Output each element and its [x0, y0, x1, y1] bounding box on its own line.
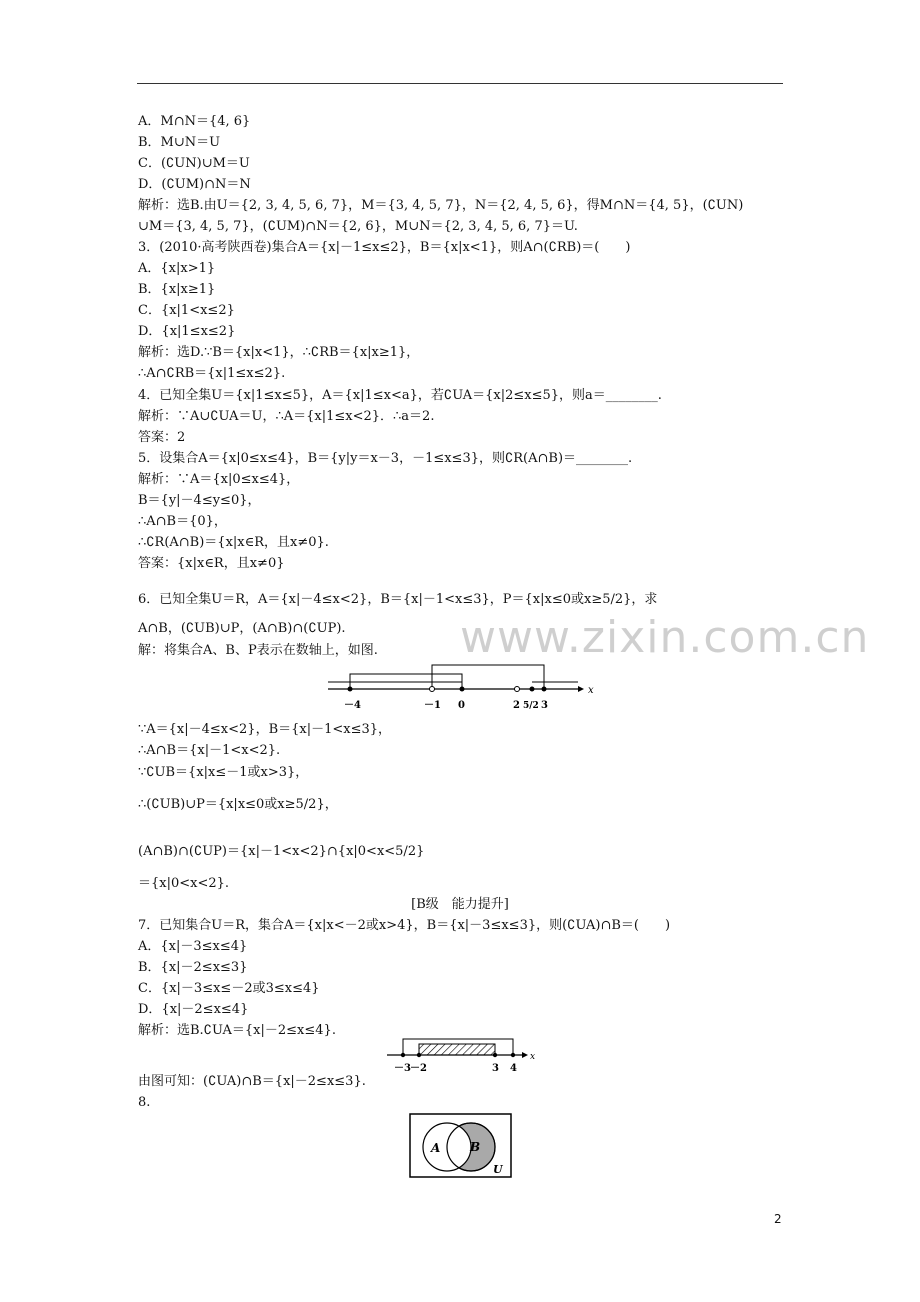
text-line: 解析：选B.∁UA＝{x|－2≤x≤4}.: [138, 1023, 336, 1038]
tick-label: －4: [344, 700, 361, 711]
venn-label: U: [493, 1163, 503, 1176]
section-header: [B级 能力提升]: [411, 897, 509, 912]
tick-label: 2: [513, 700, 520, 711]
text-line: ∴A∩B＝{x|－1<x<2}.: [138, 743, 281, 758]
text-line: ∪M＝{3, 4, 5, 7}，(∁UM)∩N＝{2, 6}，M∪N＝{2, 3, 4, 5, 6, 7}＝U.: [138, 219, 578, 234]
text-line: C．{x|1<x≤2}: [138, 303, 235, 318]
text-line: B．M∪N＝U: [138, 135, 221, 150]
hatched-interval: [419, 1044, 495, 1055]
endpoint-dot: [348, 687, 353, 692]
text-line: B＝{y|－4≤y≤0}，: [138, 493, 261, 508]
text-line: A．M∩N＝{4, 6}: [138, 114, 251, 129]
axis-label-x: x: [588, 685, 594, 696]
text-line: 解：将集合A、B、P表示在数轴上，如图.: [138, 643, 378, 658]
text-line: 由图可知：(∁UA)∩B＝{x|－2≤x≤3}.: [138, 1074, 366, 1089]
tick-label: －1: [424, 700, 441, 711]
text-line: ∵∁UB＝{x|x≤－1或x>3}，: [138, 765, 309, 780]
text-line: C．{x|－3≤x≤－2或3≤x≤4}: [138, 981, 320, 996]
axis-label-x: x: [530, 1052, 536, 1062]
text-line: ∴(∁UB)∪P＝{x|x≤0或x≥5/2}，: [138, 797, 338, 812]
venn-diagram: [409, 1113, 513, 1179]
endpoint-dot: [493, 1053, 497, 1057]
tick-label: 4: [510, 1063, 517, 1074]
text-line: ∵A＝{x|－4≤x<2}，B＝{x|－1<x≤3}，: [138, 722, 392, 737]
endpoint-dot: [515, 687, 520, 692]
text-line: ∴∁R(A∩B)＝{x|x∈R，且x≠0}.: [138, 535, 329, 550]
text-line: A∩B，(∁UB)∪P，(A∩B)∩(∁UP).: [138, 621, 346, 636]
tick-label: －3: [394, 1063, 411, 1074]
text-line: 解析：选B.由U＝{2, 3, 4, 5, 6, 7}，M＝{3, 4, 5, 7}，N＝{2, 4, 5, 6}，得M∩N＝{4, 5}，(∁UN): [138, 198, 744, 213]
number-line-figure-2: [382, 1036, 542, 1076]
page-number: 2: [774, 1212, 782, 1226]
text-line: ＝{x|0<x<2}.: [138, 876, 230, 891]
text-line: 解析：选D.∵B＝{x|x<1}，∴∁RB＝{x|x≥1}，: [138, 345, 420, 360]
endpoint-dot: [542, 687, 547, 692]
tick-label: 3: [541, 700, 548, 711]
endpoint-dot: [530, 687, 535, 692]
text-line: ∴A∩∁RB＝{x|1≤x≤2}.: [138, 366, 286, 381]
endpoint-dot: [460, 687, 465, 692]
tick-label: －2: [410, 1063, 427, 1074]
tick-label: 3: [492, 1063, 499, 1074]
venn-label: B: [470, 1140, 481, 1154]
text-line: (A∩B)∩(∁UP)＝{x|－1<x<2}∩{x|0<x<5/2}: [138, 844, 425, 859]
text-line: ∴A∩B＝{0}，: [138, 514, 227, 529]
text-line: 答案：2: [138, 430, 186, 445]
text-line: C．(∁UN)∪M＝U: [138, 156, 250, 171]
number-line-figure-1: [320, 660, 600, 720]
text-line: A．{x|－3≤x≤4}: [138, 939, 248, 954]
watermark: www.zixin.com.cn: [460, 612, 870, 663]
endpoint-dot: [430, 687, 435, 692]
text-line: 解析：∵A∪∁UA＝U，∴A＝{x|1≤x<2}．∴a＝2.: [138, 409, 435, 424]
text-line: 答案：{x|x∈R，且x≠0}: [138, 556, 285, 571]
text-line: A．{x|x>1}: [138, 261, 216, 276]
endpoint-dot: [401, 1053, 405, 1057]
tick-label: 0: [458, 700, 465, 711]
text-line: 3．(2010·高考陕西卷)集合A＝{x|－1≤x≤2}，B＝{x|x<1}，则A∩(∁RB)＝( ): [138, 240, 631, 255]
text-line: D．{x|1≤x≤2}: [138, 324, 236, 339]
venn-label: A: [431, 1141, 441, 1155]
text-line: 4．已知全集U＝{x|1≤x≤5}，A＝{x|1≤x<a}，若∁UA＝{x|2≤x≤5}，则a＝________.: [138, 388, 662, 403]
text-line: 解析：∵A＝{x|0≤x≤4}，: [138, 472, 300, 487]
text-line: B．{x|x≥1}: [138, 282, 216, 297]
header-rule: [137, 83, 783, 84]
endpoint-dot: [511, 1053, 515, 1057]
tick-label: 5/2: [523, 701, 539, 711]
endpoint-dot: [417, 1053, 421, 1057]
text-line: 8.: [138, 1095, 151, 1110]
text-line: B．{x|－2≤x≤3}: [138, 960, 248, 975]
text-line: 6．已知全集U＝R，A＝{x|－4≤x<2}，B＝{x|－1<x≤3}，P＝{x|x≤0或x≥5/2}，求: [138, 592, 658, 607]
text-line: D．(∁UM)∩N＝N: [138, 177, 251, 192]
text-line: 7．已知集合U＝R，集合A＝{x|x<－2或x>4}，B＝{x|－3≤x≤3}，则(∁UA)∩B＝( ): [138, 918, 671, 933]
text-line: 5．设集合A＝{x|0≤x≤4}，B＝{y|y＝x－3，－1≤x≤3}，则∁R(A∩B)＝________.: [138, 451, 633, 466]
text-line: D．{x|－2≤x≤4}: [138, 1002, 249, 1017]
